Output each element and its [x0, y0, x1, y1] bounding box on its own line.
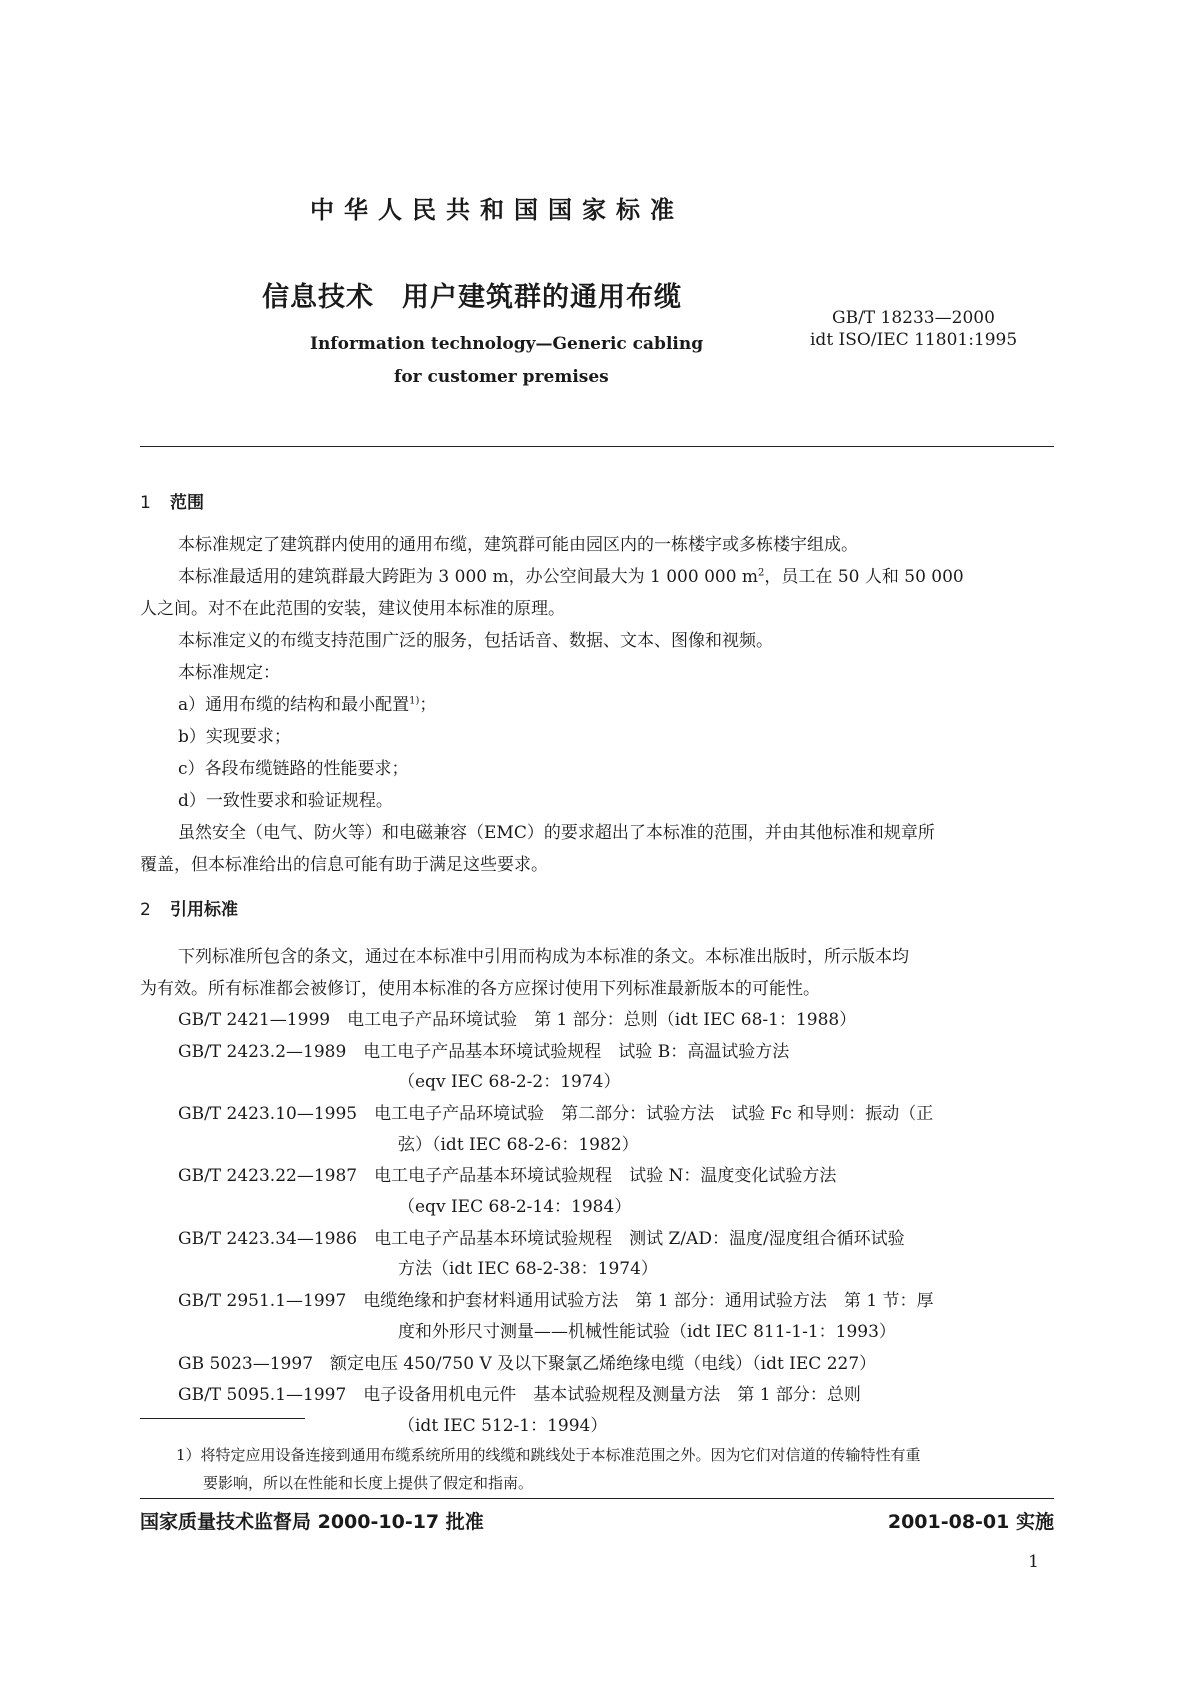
- reference-code: GB/T 5095.1—1997: [178, 1385, 347, 1405]
- reference-code: GB/T 2423.2—1989: [178, 1042, 347, 1062]
- list-item-a-end: ；: [419, 695, 437, 715]
- list-item-d: d）一致性要求和验证规程。: [178, 791, 393, 811]
- footnote-divider: [140, 1418, 305, 1419]
- reference-item: [178, 1161, 836, 1186]
- reference-text: 电工电子产品基本环境试验规程 测试 Z/AD：温度/湿度组合循环试验: [374, 1229, 905, 1249]
- section-1-paragraph-2-line2: 人之间。对不在此范围的安装，建议使用本标准的原理。: [140, 599, 565, 619]
- reference-continuation: （eqv IEC 68-2-2：1974）: [398, 1072, 621, 1092]
- reference-continuation: 度和外形尺寸测量——机械性能试验（idt IEC 811-1-1：1993）: [398, 1322, 896, 1342]
- reference-text: 电工电子产品基本环境试验规程 试验 N：温度变化试验方法: [374, 1166, 837, 1186]
- section-1-paragraph-4: 本标准规定：: [178, 663, 280, 683]
- reference-text: 电工电子产品环境试验 第 1 部分：总则（idt IEC 68-1：1988）: [347, 1010, 857, 1030]
- standard-number: GB/T 18233—2000: [832, 308, 995, 328]
- p2-superscript: 2: [758, 567, 765, 579]
- implementation-date: 2001-08-01 实施: [887, 1511, 1054, 1533]
- page-number: 1: [1028, 1552, 1039, 1572]
- reference-code: GB 5023—1997: [178, 1354, 314, 1374]
- reference-text: 电工电子产品基本环境试验规程 试验 B：高温试验方法: [363, 1042, 790, 1062]
- reference-text: 额定电压 450/750 V 及以下聚氯乙烯绝缘电缆（电线）（idt IEC 227）: [330, 1354, 877, 1374]
- list-item-a-text: a）通用布缆的结构和最小配置: [178, 695, 410, 715]
- reference-item: [178, 1349, 876, 1374]
- section-1-paragraph-1: 本标准规定了建筑群内使用的通用布缆，建筑群可能由园区内的一栋楼宇或多栋楼宇组成。: [178, 535, 858, 555]
- footnote-marker: 1）: [176, 1446, 201, 1464]
- approval-info: 国家质量技术监督局 2000-10-17 批准: [140, 1511, 484, 1533]
- reference-item: [178, 1224, 905, 1249]
- document-title-en-line2: for customer premises: [394, 367, 609, 387]
- reference-item: [178, 1005, 856, 1030]
- reference-item: [178, 1099, 933, 1124]
- reference-code: GB/T 2423.10—1995: [178, 1104, 358, 1124]
- reference-continuation: 弦）（idt IEC 68-2-6：1982）: [398, 1135, 639, 1155]
- document-title-cn: 信息技术 用户建筑群的通用布缆: [262, 282, 682, 313]
- reference-item: [178, 1380, 861, 1405]
- section-2-heading: [140, 895, 238, 920]
- reference-text: 电缆绝缘和护套材料通用试验方法 第 1 部分：通用试验方法 第 1 节：厚: [363, 1291, 934, 1311]
- p2-text-a: 本标准最适用的建筑群最大跨距为 3 000 m，办公空间最大为 1 000 000 m: [178, 567, 759, 587]
- reference-text: 电子设备用机电元件 基本试验规程及测量方法 第 1 部分：总则: [363, 1385, 861, 1405]
- section-1-number: 1: [140, 493, 151, 513]
- section-2-title: 引用标准: [170, 900, 238, 920]
- reference-text: 电工电子产品环境试验 第二部分：试验方法 试验 Fc 和导则：振动（正: [374, 1104, 934, 1124]
- section-1-heading: [140, 488, 204, 513]
- footer-divider: [140, 1498, 1054, 1499]
- section-1-paragraph-3: 本标准定义的布缆支持范围广泛的服务，包括话音、数据、文本、图像和视频。: [178, 631, 773, 651]
- header-divider: [140, 446, 1054, 447]
- idt-number: idt ISO/IEC 11801:1995: [810, 330, 1018, 350]
- section-2-number: 2: [140, 900, 151, 920]
- list-item-a: [178, 690, 436, 715]
- section-1-title: 范围: [170, 493, 204, 513]
- section-1-paragraph-5-line1: 虽然安全（电气、防火等）和电磁兼容（EMC）的要求超出了本标准的范围，并由其他标准和规章所: [178, 823, 935, 843]
- reference-code: GB/T 2951.1—1997: [178, 1291, 347, 1311]
- reference-code: GB/T 2421—1999: [178, 1010, 331, 1030]
- national-standard-header: 中华人民共和国国家标准: [310, 196, 684, 224]
- section-2-paragraph-line1: 下列标准所包含的条文，通过在本标准中引用而构成为本标准的条文。本标准出版时，所示版本均: [178, 947, 909, 967]
- section-2-paragraph-line2: 为有效。所有标准都会被修订，使用本标准的各方应探讨使用下列标准最新版本的可能性。: [140, 979, 820, 999]
- reference-continuation: （idt IEC 512-1：1994）: [398, 1416, 608, 1436]
- section-1-paragraph-5-line2: 覆盖，但本标准给出的信息可能有助于满足这些要求。: [140, 855, 548, 875]
- footnote-line1: [176, 1444, 921, 1465]
- footnote-line2: 要影响，所以在性能和长度上提供了假定和指南。: [203, 1474, 534, 1492]
- list-item-c: c）各段布缆链路的性能要求；: [178, 759, 409, 779]
- footnote-ref-1: 1): [409, 695, 420, 707]
- list-item-b: b）实现要求；: [178, 727, 291, 747]
- document-title-en-line1: Information technology—Generic cabling: [310, 334, 704, 354]
- reference-continuation: 方法（idt IEC 68-2-38：1974）: [398, 1259, 658, 1279]
- footnote-text-1: 将特定应用设备连接到通用布缆系统所用的线缆和跳线处于本标准范围之外。因为它们对信道的传输特性有重: [200, 1446, 921, 1464]
- reference-code: GB/T 2423.22—1987: [178, 1166, 358, 1186]
- p2-text-b: ，员工在 50 人和 50 000: [764, 567, 964, 587]
- section-1-paragraph-2-line1: [178, 562, 964, 587]
- reference-item: [178, 1037, 789, 1062]
- reference-item: [178, 1286, 934, 1311]
- reference-continuation: （eqv IEC 68-2-14：1984）: [398, 1197, 632, 1217]
- reference-code: GB/T 2423.34—1986: [178, 1229, 358, 1249]
